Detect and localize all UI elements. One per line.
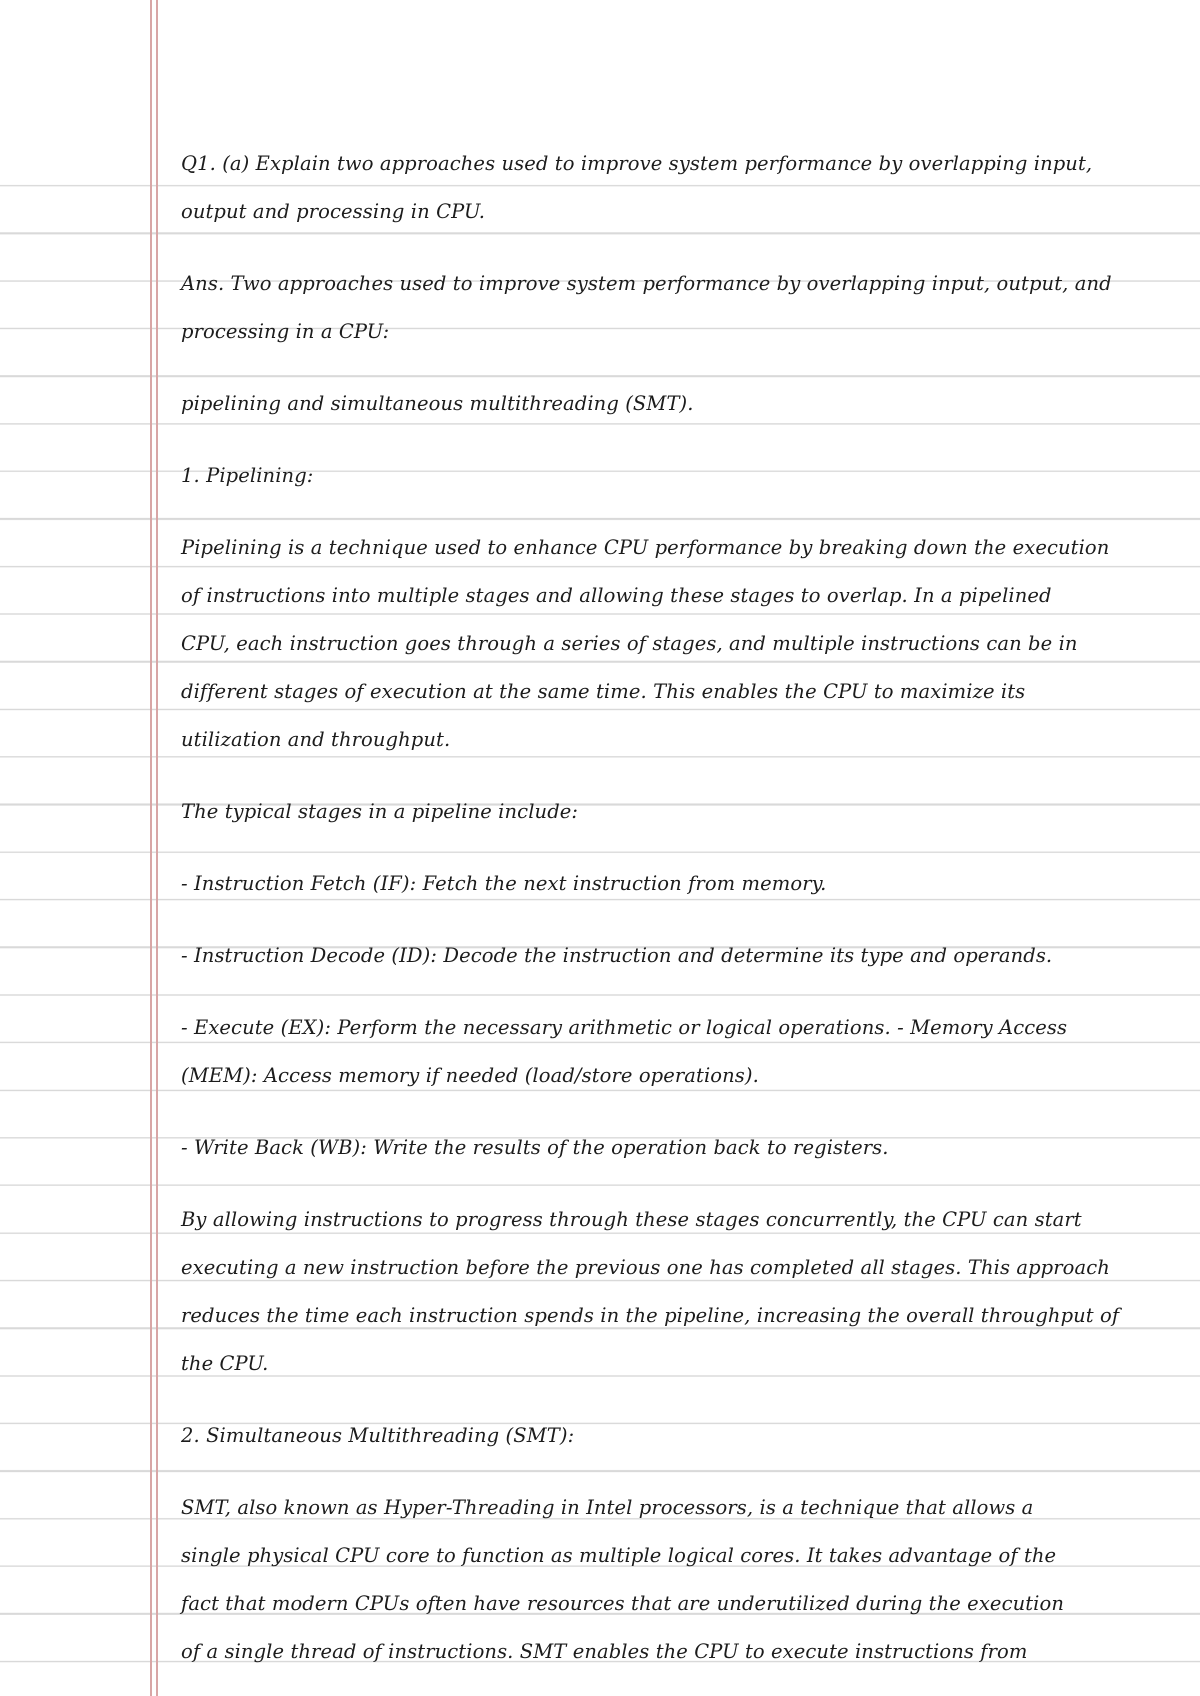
pipelining-paragraph-line-1: Pipelining is a technique used to enhance CPU performance by breaking down the execution <box>181 536 1110 559</box>
stage-ex-mem-line-2: (MEM): Access memory if needed (load/store operations). <box>181 1064 759 1087</box>
stage-ex-mem-line-1: - Execute (EX): Perform the necessary arithmetic or logical operations. - Memory Access <box>181 1016 1068 1039</box>
smt-paragraph-line-4: of a single thread of instructions. SMT enables the CPU to execute instructions from <box>181 1640 1028 1663</box>
margin-line-right <box>156 0 158 1696</box>
smt-paragraph-line-2: single physical CPU core to function as multiple logical cores. It takes advantage of the <box>181 1544 1057 1567</box>
stage-if-line: - Instruction Fetch (IF): Fetch the next instruction from memory. <box>181 872 827 895</box>
margin-line-left <box>150 0 152 1696</box>
concurrency-paragraph-line-1: By allowing instructions to progress through these stages concurrently, the CPU can start <box>181 1208 1082 1231</box>
pipelining-paragraph-line-5: utilization and throughput. <box>181 728 451 751</box>
heading-pipelining: 1. Pipelining: <box>181 464 314 487</box>
answer-intro-line-2: processing in a CPU: <box>181 320 390 343</box>
smt-paragraph-line-1: SMT, also known as Hyper-Threading in Intel processors, is a technique that allows a <box>181 1496 1034 1519</box>
question-line-2: output and processing in CPU. <box>181 200 486 223</box>
heading-smt: 2. Simultaneous Multithreading (SMT): <box>181 1424 575 1447</box>
answer-intro-line-1: Ans. Two approaches used to improve system performance by overlapping input, output, and <box>181 272 1112 295</box>
concurrency-paragraph-line-3: reduces the time each instruction spends in the pipeline, increasing the overall throughput of <box>181 1304 1120 1327</box>
question-line-1: Q1. (a) Explain two approaches used to improve system performance by overlapping input, <box>181 152 1093 175</box>
concurrency-paragraph-line-2: executing a new instruction before the previous one has completed all stages. This approach <box>181 1256 1110 1279</box>
approaches-line: pipelining and simultaneous multithreading (SMT). <box>181 392 694 415</box>
stages-intro-line: The typical stages in a pipeline include: <box>181 800 579 823</box>
pipelining-paragraph-line-4: different stages of execution at the same time. This enables the CPU to maximize its <box>181 680 1026 703</box>
smt-paragraph-line-3: fact that modern CPUs often have resources that are underutilized during the execution <box>181 1592 1065 1615</box>
pipelining-paragraph-line-2: of instructions into multiple stages and allowing these stages to overlap. In a pipelined <box>181 584 1052 607</box>
pipelining-paragraph-line-3: CPU, each instruction goes through a series of stages, and multiple instructions can be in <box>181 632 1078 655</box>
concurrency-paragraph-line-4: the CPU. <box>181 1352 269 1375</box>
stage-id-line: - Instruction Decode (ID): Decode the instruction and determine its type and operands. <box>181 944 1053 967</box>
stage-wb-line: - Write Back (WB): Write the results of the operation back to registers. <box>181 1136 889 1159</box>
